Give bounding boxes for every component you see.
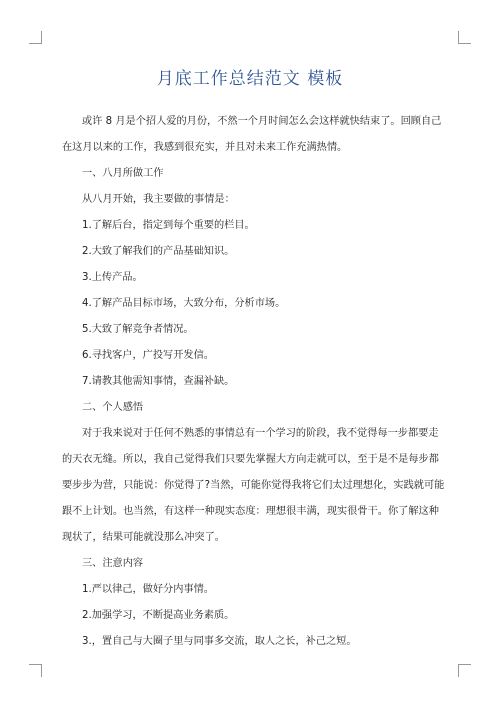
corner-mark-bottom-left bbox=[29, 664, 42, 677]
paragraph-line: 从八月开始，我主要做的事情是： bbox=[82, 194, 235, 205]
list-item: 6.寻找客户，广投写开发信。 bbox=[82, 350, 214, 361]
section-heading: 二、个人感悟 bbox=[82, 402, 144, 413]
paragraph-line: 现状了，结果可能就没那么冲突了。 bbox=[62, 532, 225, 543]
list-item: 5.大致了解竞争者情况。 bbox=[82, 324, 194, 335]
paragraph-line: 要步步为营，只能说：你觉得了?当然，可能你觉得我将它们太过理想化，实践就可能 bbox=[62, 480, 445, 491]
list-item: 4.了解产品目标市场，大致分布，分析市场。 bbox=[82, 298, 286, 309]
section-heading: 一、八月所做工作 bbox=[82, 168, 164, 179]
list-item: 3.，置自己与大圈子里与同事多交流，取人之长，补己之短。 bbox=[82, 636, 357, 647]
section-heading: 三、注意内容 bbox=[82, 558, 144, 569]
paragraph-line: 对于我来说对于任何不熟悉的事情总有一个学习的阶段，我不觉得每一步都要走 bbox=[82, 428, 439, 439]
list-item: 1.了解后台，指定到每个重要的栏目。 bbox=[82, 220, 255, 231]
list-item: 3.上传产品。 bbox=[82, 272, 143, 283]
paragraph-line: 跟不上计划。也当然，有这样一种现实态度：理想很丰满，现实很骨干。你了解这种 bbox=[62, 506, 439, 517]
document-body bbox=[62, 109, 444, 655]
paragraph-line: 或许 8 月是个招人爱的月份，不然一个月时间怎么会这样就快结束了。回顾自己 bbox=[82, 116, 442, 127]
page-title: 月底工作总结范文 模板 bbox=[156, 69, 344, 89]
list-item: 7.请教其他需知事情，查漏补缺。 bbox=[82, 376, 235, 387]
paragraph-line: 的天衣无缝。所以，我自己觉得我们只要先掌握大方向走就可以，至于是不是每步都 bbox=[62, 454, 439, 465]
corner-mark-top-right bbox=[458, 31, 471, 44]
list-item: 2.大致了解我们的产品基础知识。 bbox=[82, 246, 235, 257]
list-item: 1.严以律己，做好分内事情。 bbox=[82, 584, 214, 595]
list-item: 2.加强学习，不断提高业务素质。 bbox=[82, 610, 235, 621]
corner-mark-top-left bbox=[29, 31, 42, 44]
corner-mark-bottom-right bbox=[458, 664, 471, 677]
paragraph-line: 在这月以来的工作，我感到很充实，并且对未来工作充满热情。 bbox=[62, 142, 348, 153]
